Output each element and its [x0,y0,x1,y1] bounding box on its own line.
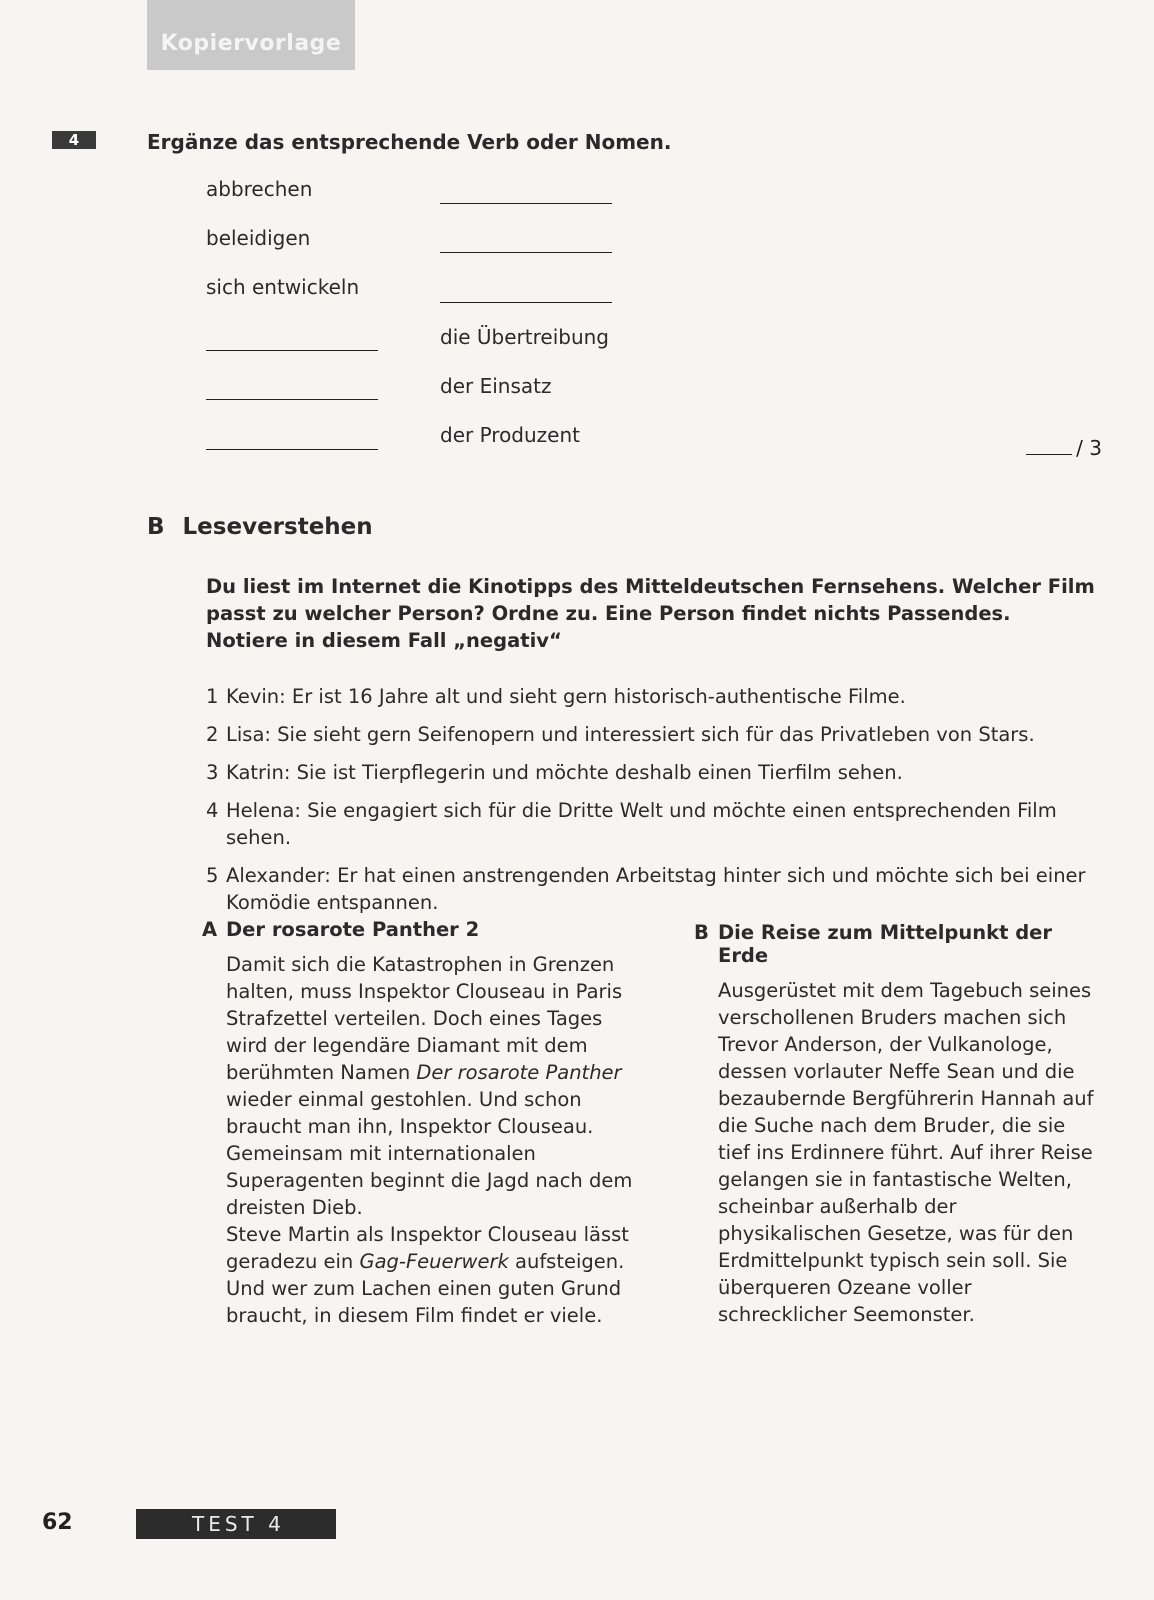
list-item [206,683,1106,710]
film-title-italic: Der rosarote Panther [416,1061,622,1084]
film-b-letter: B [694,921,709,944]
list-item [206,721,1106,748]
noun-word: der Produzent [440,423,580,447]
person-number: 5 [206,864,219,887]
task-instruction: Ergänze das entsprechende Verb oder Nomen. [147,130,672,154]
text-run: wieder einmal gestohlen. Und schon braucht man ihn, Inspektor Clouseau. Gemeinsam mit internationalen Superagenten beginnt die Jagd nach dem dreisten Dieb. [226,1088,633,1219]
reading-instructions: Du liest im Internet die Kinotipps des Mitteldeutschen Fernsehens. Welcher Film passt zu welcher Person? Ordne zu. Eine Person findet nichts Passendes. Notiere in diesem Fall „negativ“ [206,575,1095,652]
text-run: aufsteigen. Und wer zum Lachen einen guten Grund braucht, in diesem Film findet er viele. [226,1250,625,1327]
score-field [1026,436,1102,460]
person-text: Helena: Sie engagiert sich für die Dritte Welt und möchte einen entsprechenden Film sehen. [226,799,1057,849]
film-a-description [202,951,642,1329]
header-label: Kopiervorlage [147,0,355,70]
film-b-column [694,921,1094,1328]
task-number-badge: 4 [52,131,96,149]
answer-blank[interactable] [440,252,612,253]
verb-word: beleidigen [206,226,311,250]
list-item [206,759,1106,786]
list-item [206,797,1106,851]
verb-word: sich entwickeln [206,275,360,299]
person-text: Lisa: Sie sieht gern Seifenopern und interessiert sich für das Privatleben von Stars. [226,723,1035,746]
film-a-paragraph [226,1221,642,1329]
film-b-name: Die Reise zum Mittelpunkt der Erde [718,921,1053,967]
list-item [206,862,1106,916]
person-text: Alexander: Er hat einen anstrengenden Arbeitstag hinter sich und möchte sich bei einer Komödie entspannen. [226,864,1086,914]
answer-blank[interactable] [206,449,378,450]
film-b-description [694,977,1094,1328]
film-a-paragraph [226,951,642,1221]
film-a-name: Der rosarote Panther 2 [226,918,480,941]
person-number: 2 [206,723,219,746]
film-a-title [202,918,642,941]
verb-word: abbrechen [206,177,313,201]
person-number: 1 [206,685,219,708]
section-letter: B [147,514,165,540]
section-name: Leseverstehen [182,514,373,540]
answer-blank[interactable] [206,399,378,400]
noun-word: die Übertreibung [440,325,610,349]
noun-word: der Einsatz [440,374,552,398]
section-title [147,514,373,540]
person-number: 3 [206,761,219,784]
film-b-paragraph: Ausgerüstet mit dem Tagebuch seines verschollenen Bruders machen sich Trevor Anderson, der Vulkanologe, dessen vorlauter Neffe Sean und die bezaubernde Bergführerin Hannah auf die Suche nach dem Bruder, die sie tief ins Erdinnere führt. Auf ihrer Reise gelangen sie in fantastische Welten, scheinbar außerhalb der physikalischen Gesetze, was für den Erdmittelpunkt typisch sein soll. Sie überqueren Ozeane voller schrecklicher Seemonster. [718,979,1094,1326]
test-label: TEST 4 [136,1509,336,1539]
person-list [206,683,1106,927]
answer-blank[interactable] [440,302,612,303]
text-run: Steve Martin als Inspektor Clouseau lässt geradezu ein [226,1223,629,1273]
film-a-letter: A [202,918,218,941]
score-total: / 3 [1076,436,1102,460]
text-run: Damit sich die Katastrophen in Grenzen halten, muss Inspektor Clouseau in Paris Strafzettel verteilen. Doch eines Tages wird der legendäre Diamant mit dem berühmten Namen [226,953,623,1084]
answer-blank[interactable] [206,350,378,351]
phrase-italic: Gag-Feuerwerk [359,1250,509,1273]
person-text: Katrin: Sie ist Tierpflegerin und möchte deshalb einen Tierfilm sehen. [226,761,903,784]
score-blank[interactable] [1026,454,1072,455]
person-text: Kevin: Er ist 16 Jahre alt und sieht gern historisch-authentische Filme. [226,685,906,708]
film-b-title [694,921,1094,967]
page-number: 62 [42,1510,73,1535]
answer-blank[interactable] [440,203,612,204]
person-number: 4 [206,799,219,822]
film-a-column [202,918,642,1329]
